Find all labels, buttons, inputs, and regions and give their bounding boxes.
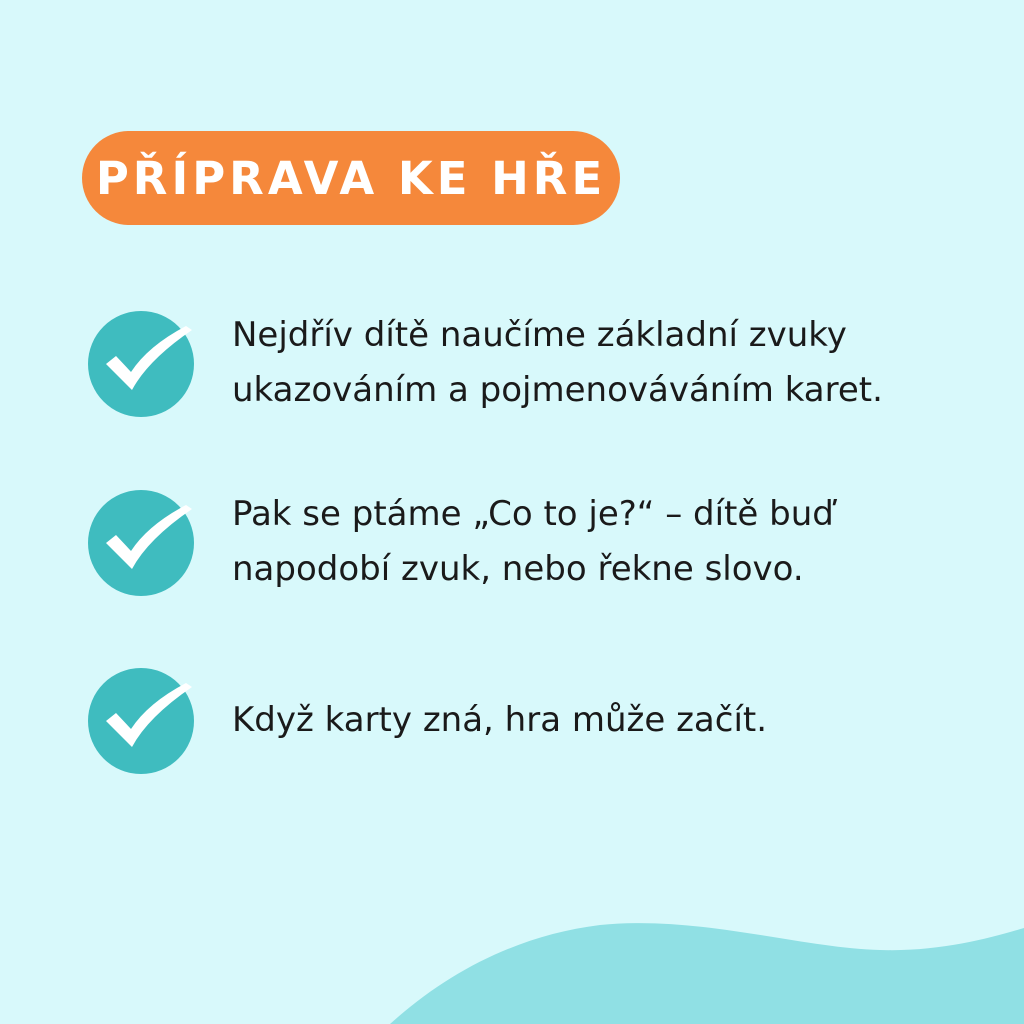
check-icon (86, 665, 196, 775)
item-line: napodobí zvuk, nebo řekne slovo. (232, 549, 804, 589)
item-line: ukazováním a pojmenováváním karet. (232, 370, 883, 410)
item-text (232, 693, 992, 748)
item-line: Nejdřív dítě naučíme základní zvuky (232, 315, 847, 355)
check-icon (86, 308, 196, 418)
item-line: Pak se ptáme „Co to je?“ – dítě buď (232, 494, 834, 534)
title-pill (82, 131, 620, 225)
item-text (232, 487, 992, 597)
item-line: Když karty zná, hra může začít. (232, 700, 768, 740)
check-icon (86, 487, 196, 597)
item-text (232, 308, 992, 418)
page-title: PŘÍPRAVA KE HŘE (95, 151, 607, 205)
